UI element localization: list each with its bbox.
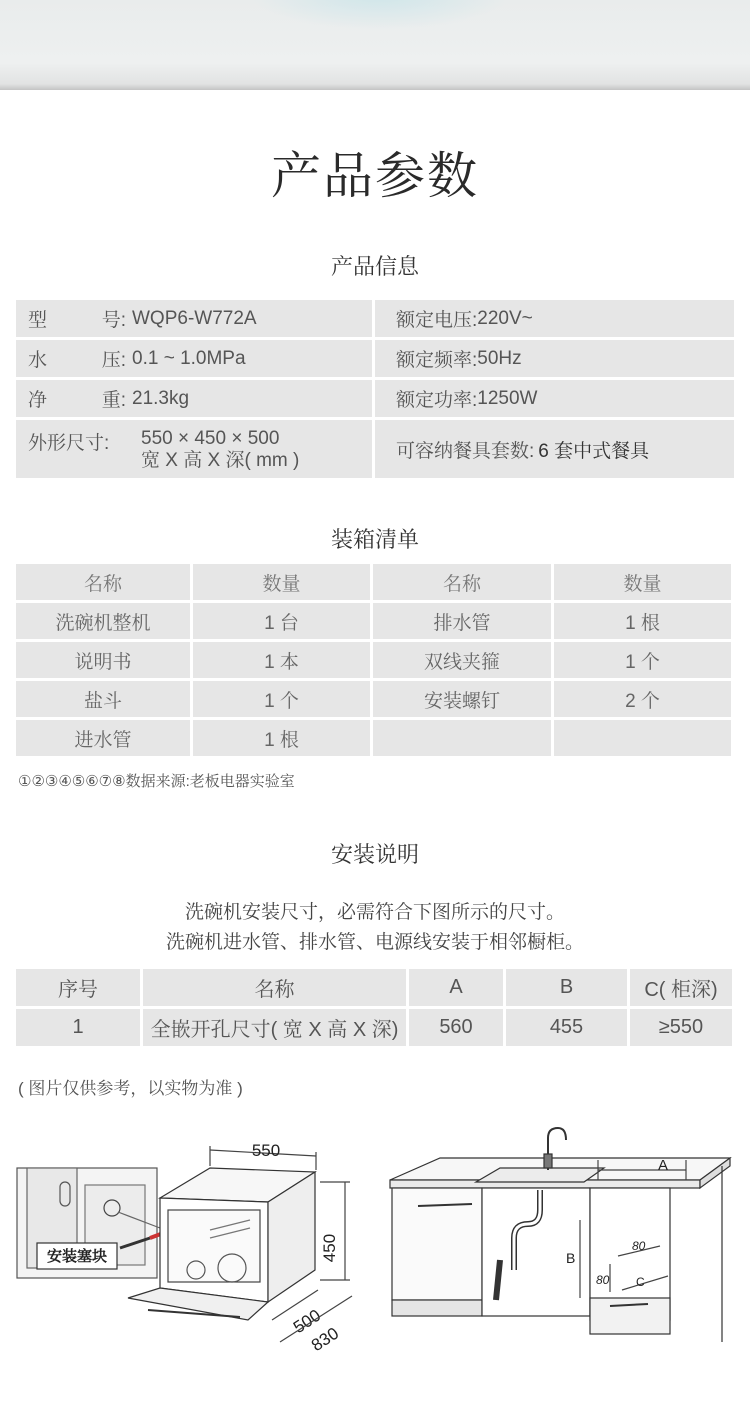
table-row [16, 1009, 734, 1046]
table-cell: 进水管 [16, 720, 190, 756]
table-cell: 560 [409, 1009, 503, 1046]
size-unit: 宽 X 高 X 深( mm ) [141, 450, 300, 471]
voltage-cell [375, 300, 734, 337]
frequency-cell [375, 340, 734, 377]
hero-glow [250, 0, 510, 30]
size-value: 550 × 450 × 500 [141, 428, 280, 449]
table-row [16, 720, 734, 756]
size-values [141, 428, 299, 472]
dim-height: 450 [320, 1233, 339, 1263]
label-b: B [566, 1250, 576, 1266]
header-cell: 名称 [143, 969, 406, 1006]
install-text-line2: 洗碗机进水管、排水管、电源线安装于相邻橱柜。 [165, 932, 584, 953]
table-cell: 盐斗 [16, 681, 190, 717]
pressure-cell [16, 340, 372, 377]
table-cell: 安装螺钉 [373, 681, 551, 717]
install-section-title: 安装说明 [330, 842, 419, 867]
header-cell: 序号 [16, 969, 140, 1006]
header-cell: A [409, 969, 503, 1006]
dim-80-side: 80 [596, 1273, 610, 1287]
pressure-value: 0.1 ~ 1.0MPa [132, 347, 246, 369]
table-cell: 说明书 [16, 642, 190, 678]
table-cell: 1 [16, 1009, 140, 1046]
page-title: 产品参数 [271, 148, 479, 204]
table-cell: 洗碗机整机 [16, 603, 190, 639]
table-cell [554, 720, 731, 756]
header-cell: B [506, 969, 627, 1006]
label-a: A [658, 1157, 669, 1174]
model-label: 型 号: [28, 310, 126, 331]
power-label: 额定功率: [396, 390, 478, 411]
table-cell: 1 台 [193, 603, 370, 639]
table-row [16, 681, 734, 717]
image-reference-note: ( 图片仅供参考，以实物为准 ) [18, 1079, 243, 1098]
install-text-line1: 洗碗机安装尺寸，必需符合下图所示的尺寸。 [184, 902, 565, 923]
hero-shade [0, 84, 750, 90]
cabinet-drawing [390, 1128, 730, 1342]
voltage-value: 220V~ [477, 307, 533, 329]
table-cell: 1 本 [193, 642, 370, 678]
table-header-row [16, 969, 734, 1006]
capacity-value: 6 套中式餐具 [538, 440, 650, 462]
header-cell: 数量 [193, 564, 370, 600]
table-cell: 2 个 [554, 681, 731, 717]
table-cell: ≥550 [630, 1009, 732, 1046]
info-row [16, 420, 734, 478]
frequency-label: 额定频率: [396, 350, 478, 371]
table-cell [373, 720, 551, 756]
pressure-label: 水 压: [28, 350, 126, 371]
install-size-table [16, 969, 734, 1049]
capacity-label: 可容纳餐具套数: [396, 440, 535, 462]
label-c: C [636, 1275, 645, 1289]
power-cell [375, 380, 734, 417]
table-row [16, 603, 734, 639]
info-row [16, 380, 734, 417]
info-row [16, 340, 734, 377]
weight-label: 净 重: [28, 390, 126, 411]
table-row [16, 642, 734, 678]
packing-list-table [16, 564, 734, 759]
table-cell: 1 根 [193, 720, 370, 756]
product-info-table [16, 300, 734, 481]
installation-diagram [0, 1120, 750, 1418]
dim-80-top: 80 [632, 1239, 646, 1253]
table-cell: 1 根 [554, 603, 731, 639]
dim-width: 550 [251, 1141, 281, 1160]
header-cell: 名称 [373, 564, 551, 600]
power-value: 1250W [477, 387, 538, 409]
plug-label: 安装塞块 [46, 1248, 108, 1265]
header-cell: 名称 [16, 564, 190, 600]
model-value: WQP6-W772A [132, 307, 257, 329]
dim-open: 830 [307, 1323, 343, 1356]
size-cell [16, 420, 372, 478]
frequency-value: 50Hz [477, 347, 522, 369]
table-header-row [16, 564, 734, 600]
table-cell: 455 [506, 1009, 627, 1046]
packing-section-title: 装箱清单 [330, 527, 419, 552]
header-cell: 数量 [554, 564, 731, 600]
info-section-title: 产品信息 [330, 254, 419, 279]
model-cell [16, 300, 372, 337]
data-source-note: ①②③④⑤⑥⑦⑧数据来源:老板电器实验室 [18, 773, 295, 790]
capacity-cell [375, 420, 734, 478]
header-cell: C( 柜深) [630, 969, 732, 1006]
voltage-label: 额定电压: [396, 310, 478, 331]
weight-cell [16, 380, 372, 417]
dim-depth: 500 [289, 1305, 325, 1338]
hero-banner [0, 0, 750, 90]
weight-value: 21.3kg [132, 387, 190, 409]
info-row [16, 300, 734, 337]
table-cell: 排水管 [373, 603, 551, 639]
table-cell: 1 个 [193, 681, 370, 717]
size-label: 外形尺寸: [28, 433, 110, 454]
table-cell: 双线夹箍 [373, 642, 551, 678]
table-cell: 全嵌开孔尺寸( 宽 X 高 X 深) [143, 1009, 406, 1046]
table-cell: 1 个 [554, 642, 731, 678]
